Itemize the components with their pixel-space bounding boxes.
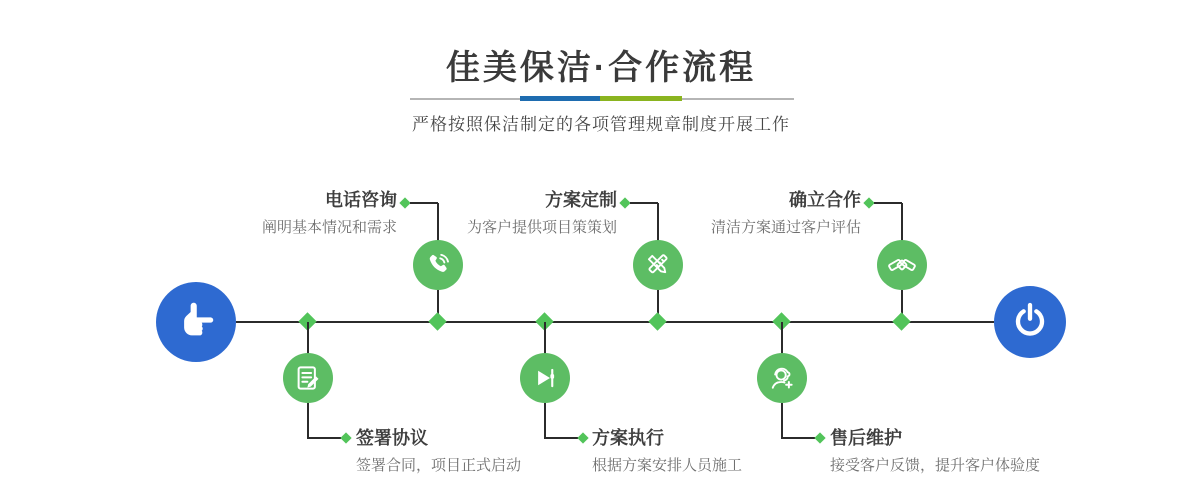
step-title: 售后维护 bbox=[830, 428, 902, 448]
timeline-start-node bbox=[156, 282, 236, 362]
connector-line bbox=[544, 437, 578, 439]
connector-line bbox=[781, 403, 783, 439]
label-diamond bbox=[399, 197, 410, 208]
timeline-diamond bbox=[428, 312, 446, 330]
handshake-icon bbox=[877, 240, 927, 290]
connector-line bbox=[544, 322, 546, 354]
power-icon bbox=[1010, 300, 1050, 345]
step-desc: 接受客户反馈，提升客户体验度 bbox=[830, 457, 1041, 474]
step-title: 方案执行 bbox=[592, 428, 664, 448]
step-label-phone-consult bbox=[262, 190, 397, 237]
page-subtitle: 严格按照保洁制定的各项管理规章制度开展工作 bbox=[412, 115, 790, 134]
label-diamond bbox=[577, 432, 588, 443]
step-label-establish-coop bbox=[711, 190, 861, 237]
pointing-hand-icon bbox=[173, 297, 219, 348]
step-desc: 签署合同，项目正式启动 bbox=[356, 457, 522, 474]
connector-line bbox=[630, 202, 658, 204]
phone-icon bbox=[413, 240, 463, 290]
step-title: 签署协议 bbox=[356, 428, 428, 448]
play-slider-icon bbox=[520, 353, 570, 403]
headset-plus-icon bbox=[757, 353, 807, 403]
connector-line bbox=[874, 202, 902, 204]
timeline-main-line bbox=[236, 321, 994, 323]
page-title: 佳美保洁·合作流程 bbox=[445, 49, 757, 87]
connector-line bbox=[307, 403, 309, 439]
connector-line bbox=[781, 437, 815, 439]
label-diamond bbox=[619, 197, 630, 208]
step-title: 方案定制 bbox=[545, 190, 617, 210]
connector-line bbox=[781, 322, 783, 354]
timeline-diamond bbox=[648, 312, 666, 330]
contract-icon bbox=[283, 353, 333, 403]
timeline-diamond bbox=[892, 312, 910, 330]
step-title: 确立合作 bbox=[789, 190, 861, 210]
step-label-plan-custom bbox=[467, 190, 617, 237]
step-label-after-sales bbox=[830, 428, 1040, 475]
pencil-ruler-icon bbox=[633, 240, 683, 290]
divider-accent-blue bbox=[520, 96, 600, 101]
step-desc: 阐明基本情况和需求 bbox=[261, 219, 397, 236]
step-label-sign-agreement bbox=[356, 428, 521, 475]
connector-line bbox=[437, 203, 439, 241]
connector-line bbox=[307, 437, 341, 439]
connector-line bbox=[544, 403, 546, 439]
connector-line bbox=[657, 203, 659, 241]
label-diamond bbox=[340, 432, 351, 443]
divider-accent-green bbox=[600, 96, 682, 101]
connector-line bbox=[307, 322, 309, 354]
label-diamond bbox=[814, 432, 825, 443]
connector-line bbox=[410, 202, 438, 204]
step-desc: 为客户提供项目策策划 bbox=[466, 219, 617, 236]
step-title: 电话咨询 bbox=[325, 190, 397, 210]
step-desc: 根据方案安排人员施工 bbox=[592, 457, 743, 474]
connector-line bbox=[901, 203, 903, 241]
timeline-end-node bbox=[994, 286, 1066, 358]
step-label-plan-execution bbox=[592, 428, 742, 475]
step-desc: 清洁方案通过客户评估 bbox=[710, 219, 861, 236]
label-diamond bbox=[863, 197, 874, 208]
